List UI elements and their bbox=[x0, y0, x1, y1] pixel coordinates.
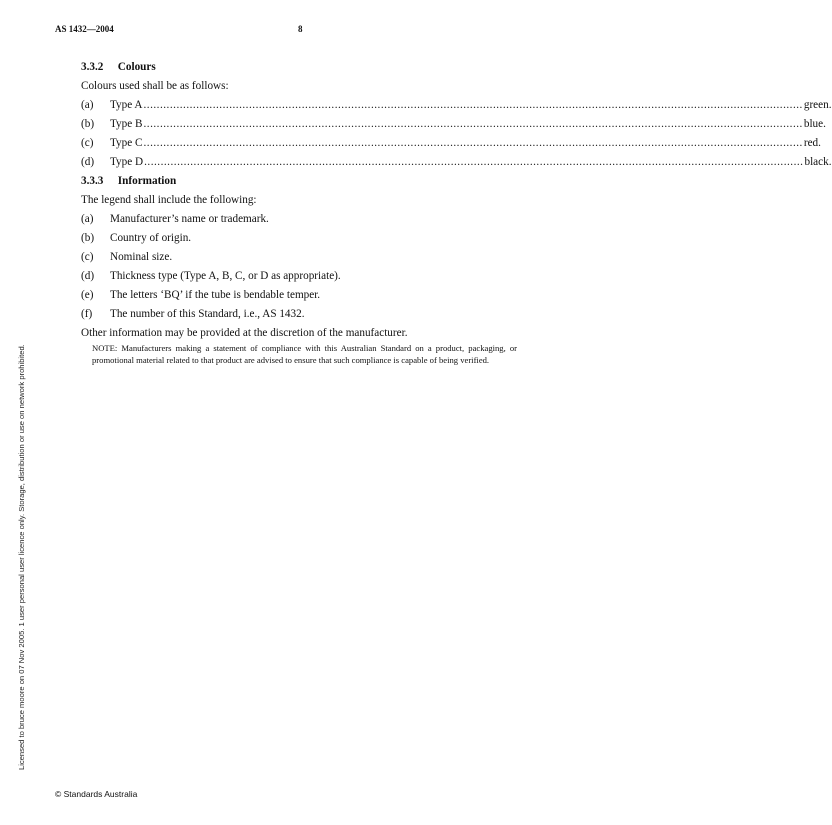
section-heading-information bbox=[81, 172, 517, 191]
item-text: Manufacturer’s name or trademark. bbox=[110, 213, 269, 225]
item-label: (c) bbox=[81, 251, 94, 263]
item-label: (a) bbox=[81, 213, 94, 225]
section-heading-colours bbox=[81, 58, 517, 77]
item-value: red. bbox=[803, 137, 821, 149]
footer-copyright: © Standards Australia bbox=[55, 789, 138, 799]
item-text: Thickness type (Type A, B, C, or D as appropriate). bbox=[110, 270, 341, 282]
item-value: blue. bbox=[803, 118, 826, 130]
item-text: The number of this Standard, i.e., AS 1432. bbox=[110, 308, 305, 320]
section-title: Information bbox=[117, 175, 177, 187]
note-paragraph: NOTE: Manufacturers making a statement of compliance with this Australian Standard on a product, packaging, or promotional material related to that product are advised to ensure that such compliance is capable of being verified. bbox=[92, 343, 517, 365]
item-text: Nominal size. bbox=[110, 251, 173, 263]
item-label: (c) bbox=[81, 137, 94, 149]
item-name: Type C bbox=[110, 137, 143, 149]
item-text: The letters ‘BQ’ if the tube is bendable temper. bbox=[110, 289, 321, 301]
dot-leader: ........................................................................................................................................................................................................ bbox=[143, 137, 803, 149]
list-item bbox=[81, 210, 517, 229]
page-content bbox=[81, 58, 832, 366]
item-label: (a) bbox=[81, 99, 94, 111]
item-label: (b) bbox=[81, 118, 95, 130]
list-item bbox=[81, 305, 517, 324]
item-name: Type B bbox=[110, 118, 143, 130]
information-intro: The legend shall include the following: bbox=[81, 194, 257, 206]
colour-item bbox=[81, 153, 832, 172]
other-information: Other information may be provided at the discretion of the manufacturer. bbox=[81, 327, 408, 339]
licence-watermark: Licensed to bruce moore on 07 Nov 2005. 1 user personal user licence only. Storage, distribution or use on network prohibited. bbox=[17, 344, 26, 770]
colour-item bbox=[81, 115, 826, 134]
dot-leader: ........................................................................................................................................................................................................ bbox=[144, 156, 804, 168]
item-name: Type A bbox=[110, 99, 143, 111]
colour-item bbox=[81, 96, 832, 115]
colours-intro: Colours used shall be as follows: bbox=[81, 80, 229, 92]
item-label: (d) bbox=[81, 270, 95, 282]
colour-item bbox=[81, 134, 821, 153]
item-text: Country of origin. bbox=[110, 232, 192, 244]
list-item bbox=[81, 248, 517, 267]
item-label: (b) bbox=[81, 232, 95, 244]
document-id: AS 1432—2004 bbox=[55, 24, 114, 34]
item-name: Type D bbox=[110, 156, 144, 168]
list-item bbox=[81, 229, 517, 248]
section-number: 3.3.2 bbox=[81, 61, 104, 73]
dot-leader: ........................................................................................................................................................................................................ bbox=[143, 99, 803, 111]
item-value: green. bbox=[803, 99, 832, 111]
dot-leader: ........................................................................................................................................................................................................ bbox=[143, 118, 803, 130]
list-item bbox=[81, 267, 517, 286]
section-title: Colours bbox=[117, 61, 156, 73]
item-label: (e) bbox=[81, 289, 94, 301]
page-number: 8 bbox=[298, 24, 303, 34]
item-label: (f) bbox=[81, 308, 93, 320]
item-value: black. bbox=[804, 156, 832, 168]
list-item bbox=[81, 286, 517, 305]
section-number: 3.3.3 bbox=[81, 175, 104, 187]
item-label: (d) bbox=[81, 156, 95, 168]
